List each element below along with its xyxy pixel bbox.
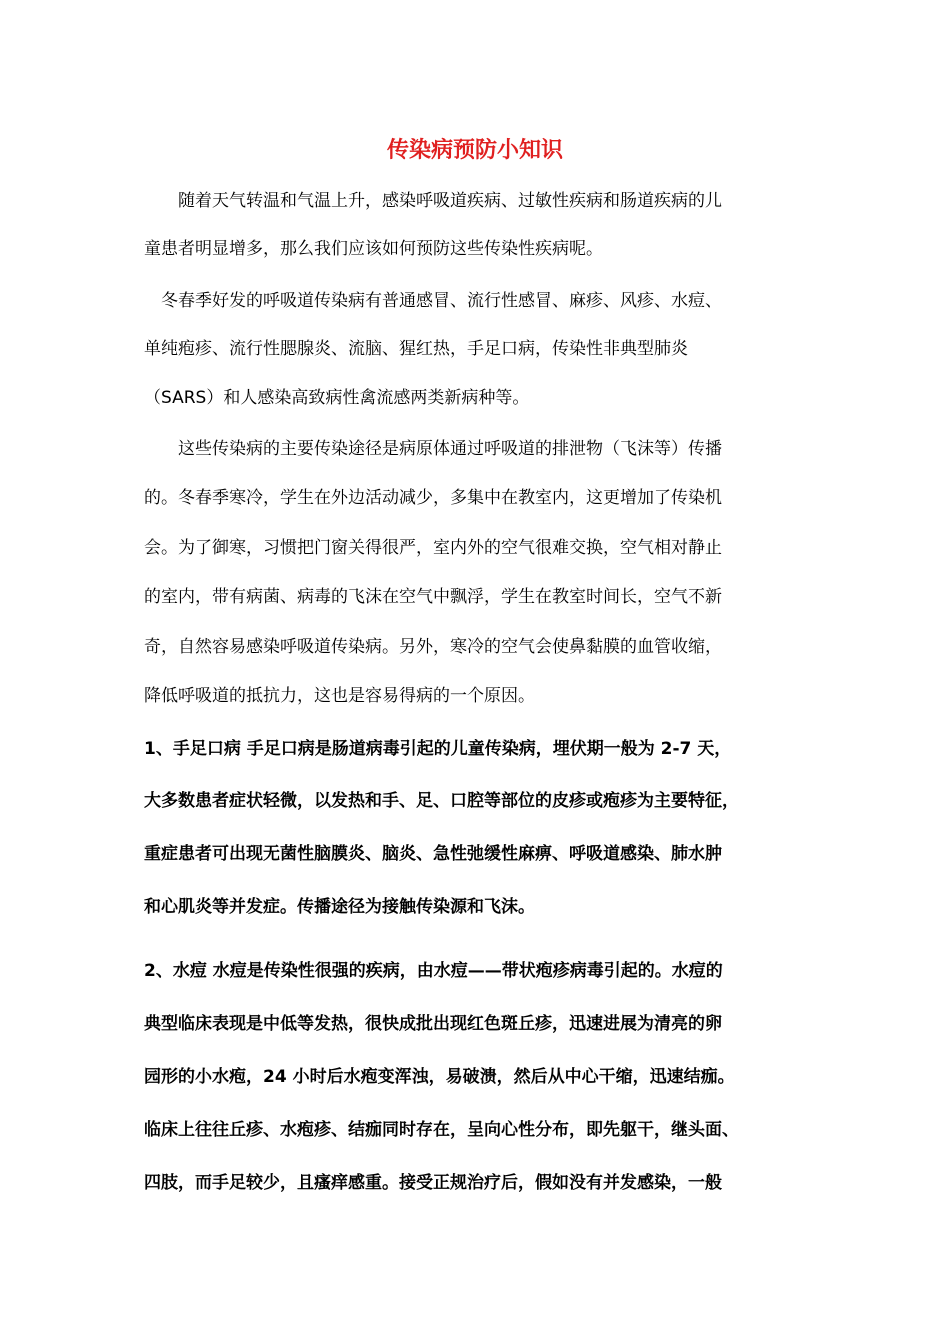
bold-paragraph-line: 四肢，而手足较少，且瘙痒感重。接受正规治疗后，假如没有并发感染，一般 bbox=[144, 1173, 722, 1193]
paragraph-line: 奇，自然容易感染呼吸道传染病。另外，寒冷的空气会使鼻黏膜的血管收缩， bbox=[144, 637, 722, 657]
bold-paragraph-line: 1、手足口病 手足口病是肠道病毒引起的儿童传染病，埋伏期一般为 2-7 天， bbox=[144, 739, 732, 759]
bold-paragraph-line: 临床上往往丘疹、水疱疹、结痂同时存在，呈向心性分布，即先躯干，继头面、 bbox=[144, 1120, 739, 1140]
paragraph-line: （SARS）和人感染高致病性禽流感两类新病种等。 bbox=[144, 388, 530, 408]
paragraph-line: 冬春季好发的呼吸道传染病有普通感冒、流行性感冒、麻疹、风疹、水痘、 bbox=[144, 291, 722, 311]
paragraph-line: 童患者明显增多，那么我们应该如何预防这些传染性疾病呢。 bbox=[144, 239, 603, 259]
bold-paragraph-line: 大多数患者症状轻微，以发热和手、足、口腔等部位的皮疹或疱疹为主要特征， bbox=[144, 791, 739, 811]
bold-paragraph-line: 园形的小水疱，24 小时后水疱变浑浊，易破溃，然后从中心干缩，迅速结痂。 bbox=[144, 1067, 735, 1087]
bold-paragraph-line: 典型临床表现是中低等发热，很快成批出现红色斑丘疹，迅速进展为清亮的卵 bbox=[144, 1014, 722, 1034]
paragraph-line: 单纯疱疹、流行性腮腺炎、流脑、猩红热，手足口病，传染性非典型肺炎 bbox=[144, 339, 688, 359]
paragraph-line: 随着天气转温和气温上升，感染呼吸道疾病、过敏性疾病和肠道疾病的儿 bbox=[144, 191, 722, 211]
paragraph-line: 的室内，带有病菌、病毒的飞沫在空气中飘浮，学生在教室时间长，空气不新 bbox=[144, 587, 722, 607]
document-title: 传染病预防小知识 bbox=[386, 138, 563, 163]
paragraph-line: 这些传染病的主要传染途径是病原体通过呼吸道的排泄物（飞沫等）传播 bbox=[144, 439, 722, 459]
bold-paragraph-line: 2、水痘 水痘是传染性很强的疾病，由水痘——带状疱疹病毒引起的。水痘的 bbox=[144, 961, 723, 981]
bold-paragraph-line: 和心肌炎等并发症。传播途径为接触传染源和飞沫。 bbox=[144, 897, 535, 917]
bold-paragraph-line: 重症患者可出现无菌性脑膜炎、脑炎、急性弛缓性麻痹、呼吸道感染、肺水肿 bbox=[144, 844, 722, 864]
paragraph-line: 会。为了御寒，习惯把门窗关得很严，室内外的空气很难交换，空气相对静止 bbox=[144, 538, 722, 558]
paragraph-line: 降低呼吸道的抵抗力，这也是容易得病的一个原因。 bbox=[144, 686, 535, 706]
paragraph-line: 的。冬春季寒冷，学生在外边活动减少，多集中在教室内，这更增加了传染机 bbox=[144, 488, 722, 508]
